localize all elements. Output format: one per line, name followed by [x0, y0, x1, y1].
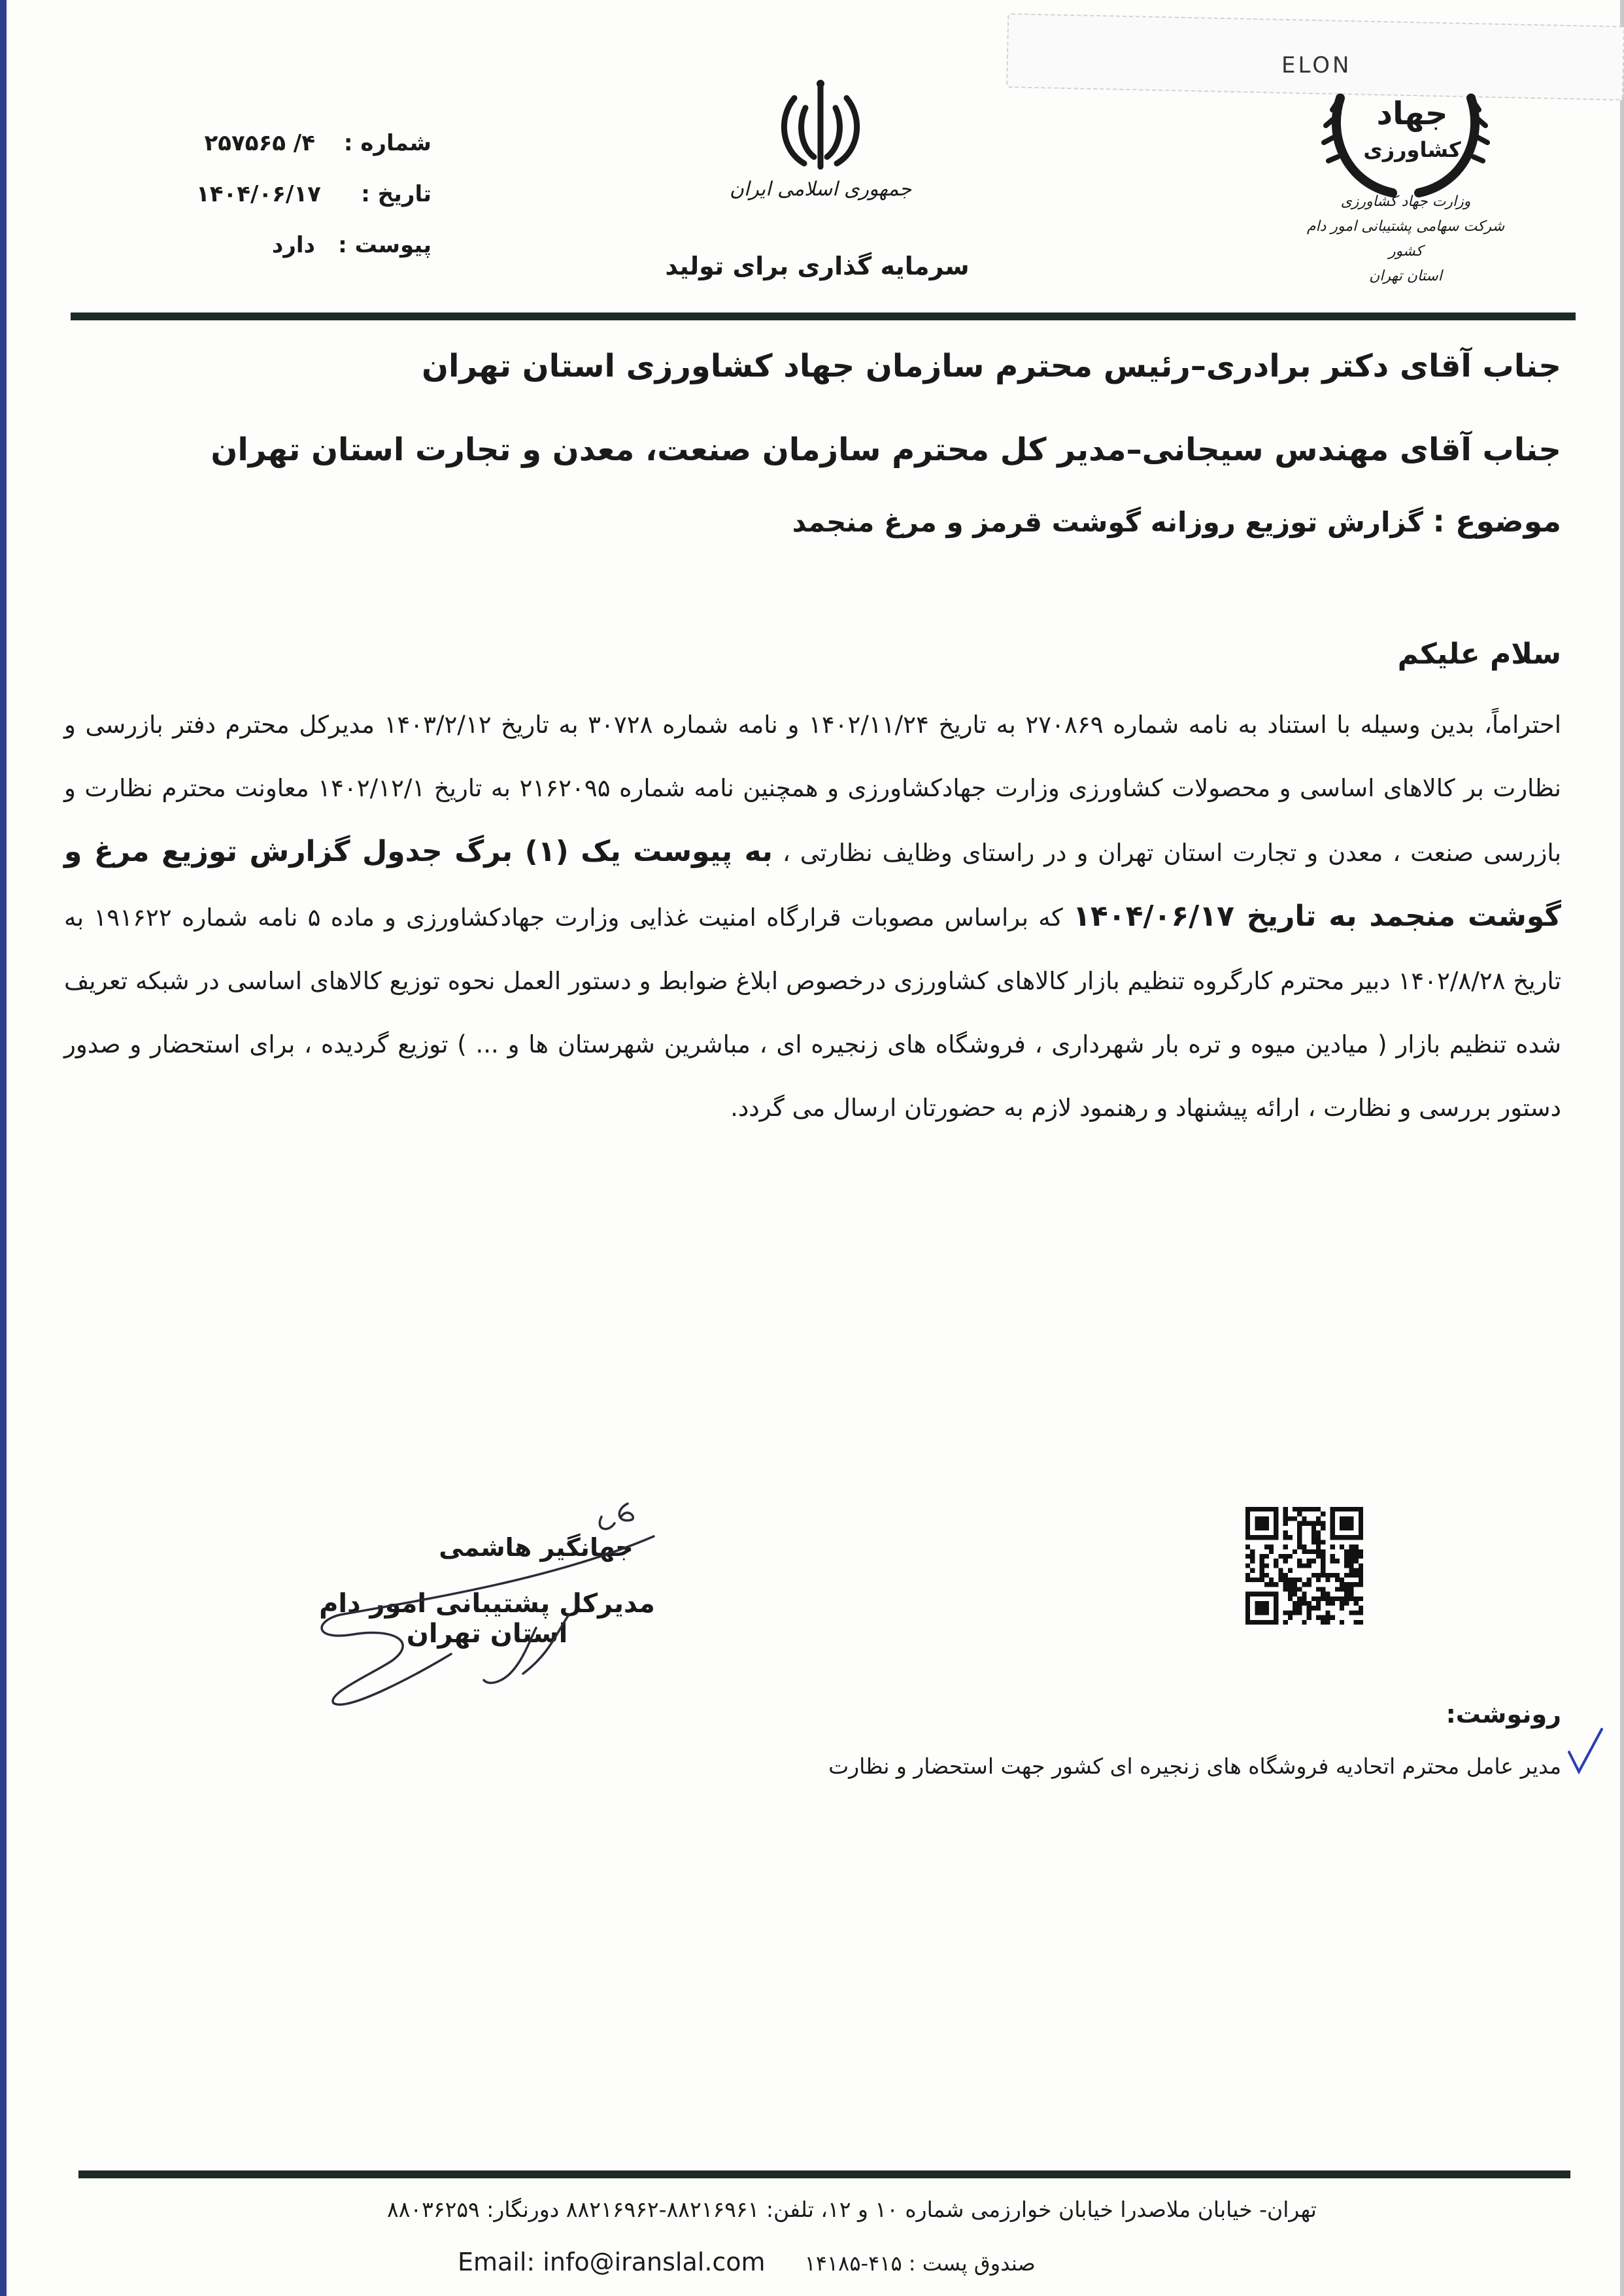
yearly-motto: سرمایه گذاری برای تولید	[665, 252, 970, 280]
body-text-part2: که براساس مصوبات قرارگاه امنیت غذایی وزارت جهادکشاورزی و ماده ۵ نامه شماره ۱۹۱۶۲۲ به تاریخ ۱۴۰۲/۸/۲۸ دبیر محترم کارگروه تنظیم بازار کالاهای کشاورزی درخصوص ابلاغ ضوابط و دستور العمل نحوه توزیع کالاهای اساسی در شبکه تعریف شده تنظیم بازار ( میادین میوه و تره بار شهرداری ، فروشگاه های زنجیره ای ، مباشرین شهرستان ها و ... ) توزیع گردیده ، برای استحضار و صدور دستور بررسی و نظارت ، ارائه پیشنهاد و رهنمود لازم به حضورتان ارسال می گردد.	[64, 903, 1561, 1122]
checkmark-icon	[1566, 1726, 1605, 1778]
ministry-block	[1301, 190, 1510, 289]
letter-attachment-label: پیوست :	[338, 232, 431, 258]
cc-item: مدیر عامل محترم اتحادیه فروشگاه های زنجیره ای کشور جهت استحضار و نظارت	[828, 1753, 1561, 1779]
footer-address: تهران- خیابان ملاصدرا خیابان خوارزمی شماره ۱۰ و ۱۲، تلفن: ۸۸۲۱۶۹۶۱-۸۸۲۱۶۹۶۲ دورنگار: ۸۸۰۳۶۲۵۹	[386, 2197, 1317, 2222]
registration-stamp-text: ELON	[1281, 52, 1352, 78]
body-text-part1: احتراماً، بدین وسیله با استناد به نامه شماره ۲۷۰۸۶۹ به تاریخ ۱۴۰۲/۱۱/۲۴ و نامه شماره ۳۰۷۲۸ به تاریخ ۱۴۰۳/۲/۱۲ مدیرکل محترم دفتر بازرسی و نظارت بر کالاهای اساسی و محصولات کشاورزی وزارت جهادکشاورزی و همچنین نامه شماره ۲۱۶۲۰۹۵ به تاریخ ۱۴۰۲/۱۲/۱ معاونت محترم نظارت و بازرسی صنعت ، معدن و تجارت استان تهران و در راستای وظایف نظارتی ،	[64, 711, 1561, 867]
iran-emblem-icon	[765, 72, 876, 183]
footer-po-box: صندوق پست : ۴۱۵-۱۴۱۸۵	[804, 2251, 1036, 2276]
letter-date-row	[196, 169, 431, 220]
recipient-line: جناب آقای مهندس سیجانی–مدیر کل محترم سازمان صنعت، معدن و تجارت استان تهران	[211, 431, 1561, 468]
subject-text: گزارش توزیع روزانه گوشت قرمز و مرغ منجمد	[792, 506, 1423, 538]
jihad-keshavarzi-logo-icon	[1321, 72, 1491, 209]
letter-date-value: ۱۴۰۴/۰۶/۱۷	[196, 181, 321, 207]
footer-contact	[458, 2248, 1177, 2276]
ministry-line: وزارت جهاد کشاورزی	[1340, 194, 1471, 210]
letter-number-value: ۴/ ۲۵۷۵۶۵	[204, 130, 315, 156]
recipient-line: جناب آقای دکتر برادری–رئیس محترم سازمان جهاد کشاورزی استان تهران	[422, 348, 1561, 384]
subject-label: موضوع :	[1432, 503, 1561, 539]
letter-attachment-row	[196, 220, 431, 271]
subject-line	[450, 503, 1561, 539]
letter-body	[64, 693, 1561, 1140]
scan-edge-left	[0, 0, 7, 2296]
signatory-name: جهانگیر هاشمی	[439, 1533, 634, 1562]
qr-code-icon	[1245, 1507, 1363, 1625]
footer-email: Email: info@iranslal.com	[458, 2248, 766, 2276]
svg-text:کشاورزی: کشاورزی	[1363, 137, 1461, 162]
letter-metadata	[196, 118, 431, 271]
cc-label: رونوشت:	[1446, 1700, 1561, 1729]
svg-text:جهاد: جهاد	[1376, 95, 1448, 132]
footer-divider	[78, 2170, 1570, 2178]
letter-attachment-value: دارد	[271, 232, 315, 258]
letter-number-row	[196, 118, 431, 169]
scan-edge-right	[1620, 0, 1624, 2296]
letter-number-label: شماره :	[343, 130, 431, 156]
emblem-caption: جمهوری اسلامی ایران	[729, 178, 912, 201]
header-divider	[71, 312, 1576, 320]
handwritten-signature-icon	[288, 1477, 693, 1726]
letter-date-label: تاریخ :	[361, 181, 431, 207]
ministry-line: استان تهران	[1369, 268, 1442, 284]
ministry-line: شرکت سهامی پشتیبانی امور دام کشور	[1306, 218, 1505, 260]
signatory-title: مدیرکل پشتیبانی امور دام استان تهران	[319, 1589, 655, 1649]
greeting: سلام علیکم	[1397, 637, 1561, 671]
body-text-emphasis: به پیوست یک (۱) برگ جدول گزارش توزیع مرغ و گوشت منجمد به تاریخ ۱۴۰۴/۰۶/۱۷	[64, 835, 1562, 933]
